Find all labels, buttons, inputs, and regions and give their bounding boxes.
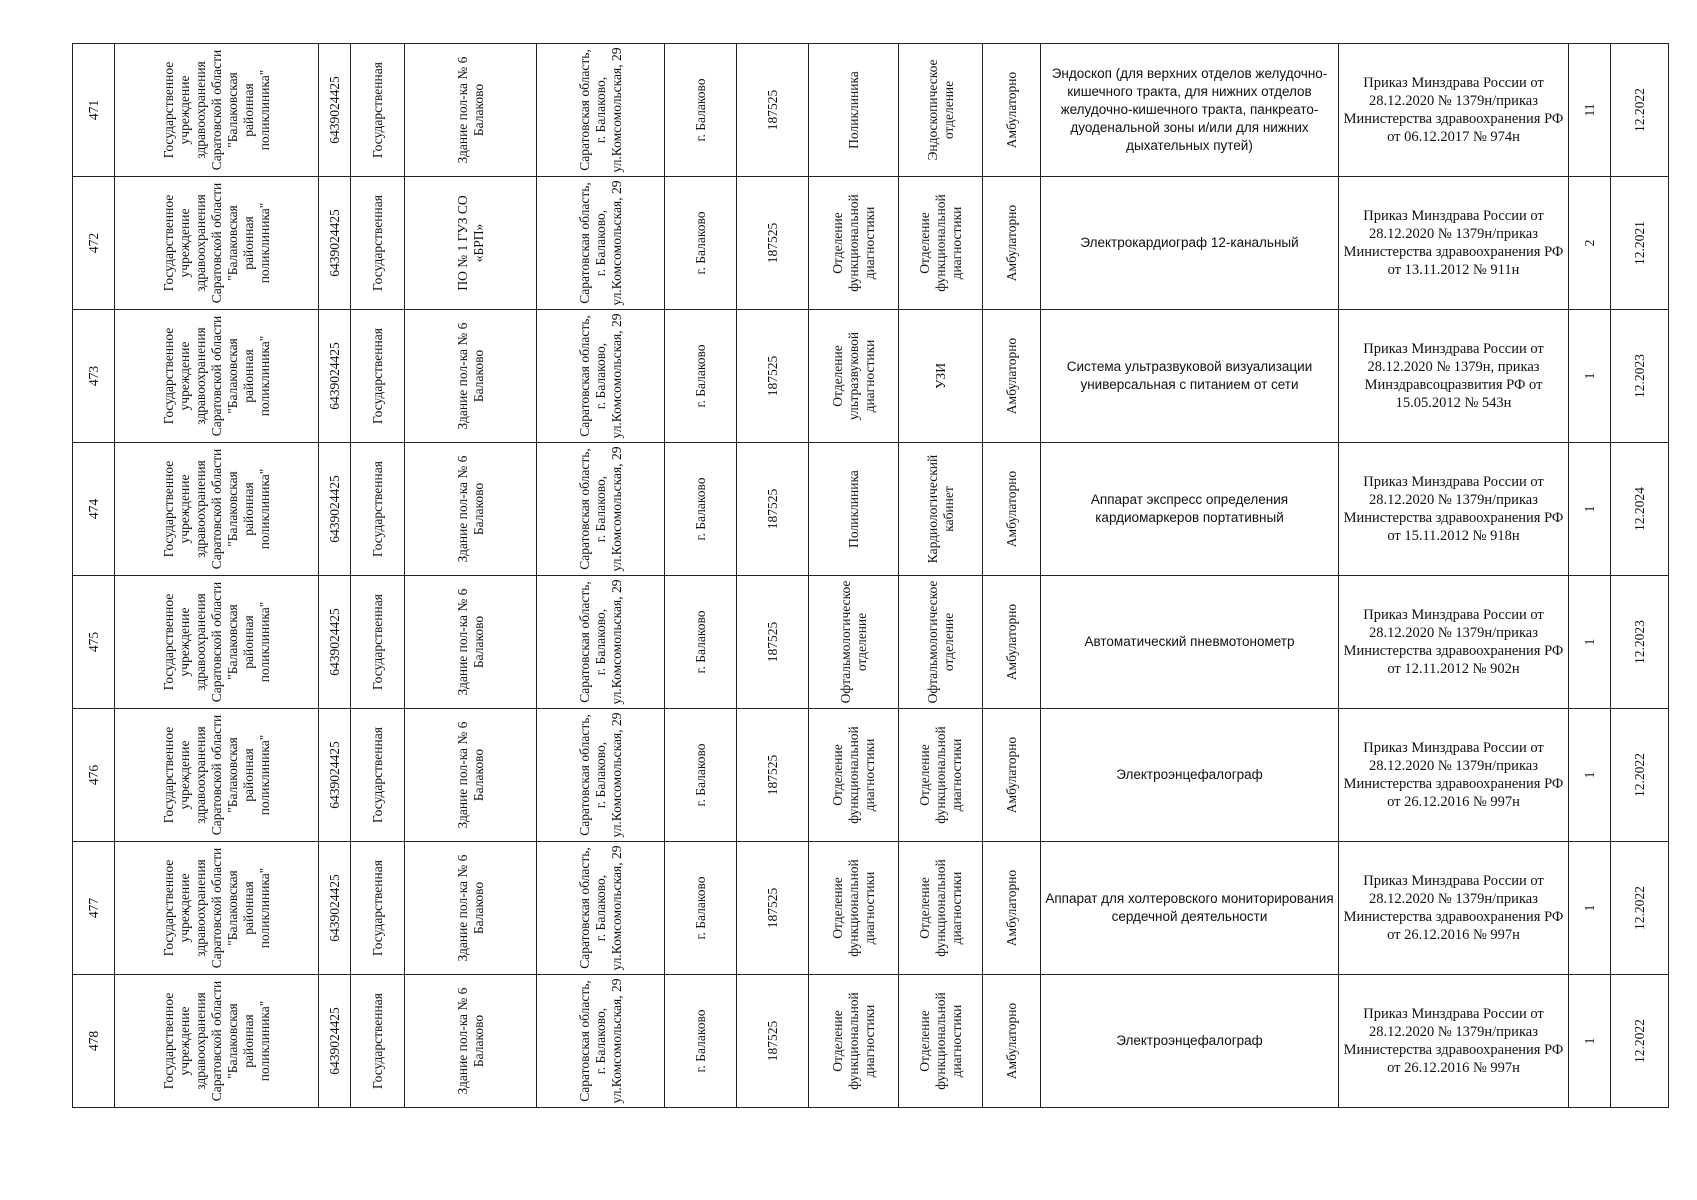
city: г. Балаково — [692, 78, 708, 142]
quantity-cell — [1569, 443, 1611, 576]
regulation-order: Приказ Минздрава России от 28.12.2020 № 1379н/приказ Министерства здравоохранения РФ от 26.12.2016 № 997н — [1339, 975, 1569, 1108]
table-row — [73, 443, 1669, 576]
address: Саратовская область, г. Балаково, ул.Комсомольская, 29 — [576, 446, 624, 572]
city: г. Балаково — [692, 743, 708, 807]
department-name: Кардиологический кабинет — [924, 454, 956, 564]
ownership-type-cell — [351, 842, 405, 975]
regulation-order: Приказ Минздрава России от 28.12.2020 № 1379н/приказ Министерства здравоохранения РФ от 26.12.2016 № 997н — [1339, 842, 1569, 975]
address-cell — [537, 576, 665, 709]
building-name: ПО № 1 ГУЗ СО «БРП» — [454, 195, 486, 291]
due-date-cell — [1611, 576, 1669, 709]
regulation-order: Приказ Минздрава России от 28.12.2020 № 1379н, приказ Минздравсоцразвития РФ от 15.05.2012 № 543н — [1339, 310, 1569, 443]
organization-name: Государственное учреждение здравоохранения Саратовской области "Балаковская районная поликлиника" — [160, 714, 272, 836]
quantity: 1 — [1581, 638, 1597, 646]
address: Саратовская область, г. Балаково, ул.Комсомольская, 29 — [576, 712, 624, 838]
unit-name: Поликлиника — [845, 470, 861, 548]
city-cell — [665, 310, 737, 443]
unit-name-cell — [809, 177, 899, 310]
oktmo-code: 187525 — [764, 621, 780, 663]
department-name: УЗИ — [932, 363, 948, 389]
due-date: 12.2021 — [1631, 221, 1647, 265]
table-row — [73, 709, 1669, 842]
city-cell — [665, 177, 737, 310]
quantity: 1 — [1581, 771, 1597, 779]
quantity: 11 — [1581, 103, 1597, 117]
city: г. Балаково — [692, 211, 708, 275]
inn-code-cell — [319, 44, 351, 177]
table-row — [73, 177, 1669, 310]
building-name: Здание пол-ка № 6 Балаково — [454, 56, 486, 164]
row-number-cell — [73, 310, 115, 443]
address-cell — [537, 709, 665, 842]
address-cell — [537, 44, 665, 177]
quantity: 1 — [1581, 1037, 1597, 1045]
inn-code: 6439024425 — [326, 608, 342, 676]
row-number-cell — [73, 576, 115, 709]
ownership-type-cell — [351, 44, 405, 177]
due-date: 12.2024 — [1631, 487, 1647, 531]
building-name-cell — [405, 443, 537, 576]
ownership-type-cell — [351, 177, 405, 310]
inn-code: 6439024425 — [326, 209, 342, 277]
ownership-type: Государственная — [369, 727, 385, 823]
quantity: 1 — [1581, 505, 1597, 513]
city: г. Балаково — [692, 344, 708, 408]
ownership-type-cell — [351, 443, 405, 576]
organization-name-cell — [115, 709, 319, 842]
quantity-cell — [1569, 177, 1611, 310]
ownership-type: Государственная — [369, 195, 385, 291]
equipment-name: Электроэнцефалограф — [1041, 709, 1339, 842]
care-type-cell — [983, 177, 1041, 310]
organization-name: Государственное учреждение здравоохранения Саратовской области "Балаковская районная поликлиника" — [160, 182, 272, 304]
city-cell — [665, 709, 737, 842]
department-name-cell — [899, 443, 983, 576]
ownership-type: Государственная — [369, 62, 385, 158]
quantity-cell — [1569, 310, 1611, 443]
ownership-type: Государственная — [369, 461, 385, 557]
unit-name: Поликлиника — [845, 71, 861, 149]
unit-name: Отделение функциональной диагностики — [829, 859, 877, 957]
oktmo-code: 187525 — [764, 355, 780, 397]
regulation-order: Приказ Минздрава России от 28.12.2020 № 1379н/приказ Министерства здравоохранения РФ от 13.11.2012 № 911н — [1339, 177, 1569, 310]
due-date-cell — [1611, 975, 1669, 1108]
address-cell — [537, 443, 665, 576]
organization-name: Государственное учреждение здравоохранения Саратовской области "Балаковская районная поликлиника" — [160, 315, 272, 437]
unit-name-cell — [809, 975, 899, 1108]
organization-name-cell — [115, 975, 319, 1108]
row-number: 475 — [85, 631, 101, 653]
row-number: 471 — [85, 99, 101, 121]
oktmo-code-cell — [737, 975, 809, 1108]
inn-code-cell — [319, 310, 351, 443]
row-number-cell — [73, 443, 115, 576]
oktmo-code-cell — [737, 443, 809, 576]
due-date-cell — [1611, 443, 1669, 576]
due-date: 12.2023 — [1631, 620, 1647, 664]
department-name: Эндоскопическое отделение — [924, 59, 956, 161]
table-row — [73, 975, 1669, 1108]
row-number-cell — [73, 709, 115, 842]
department-name-cell — [899, 975, 983, 1108]
table-row — [73, 842, 1669, 975]
due-date-cell — [1611, 44, 1669, 177]
equipment-name: Аппарат экспресс определения кардиомаркеров портативный — [1041, 443, 1339, 576]
quantity-cell — [1569, 709, 1611, 842]
city-cell — [665, 975, 737, 1108]
due-date-cell — [1611, 842, 1669, 975]
due-date-cell — [1611, 177, 1669, 310]
care-type-cell — [983, 842, 1041, 975]
department-name: Офтальмологическое отделение — [924, 580, 956, 704]
department-name-cell — [899, 576, 983, 709]
care-type: Амбулаторно — [1003, 204, 1019, 282]
equipment-name: Эндоскоп (для верхних отделов желудочно- кишечного тракта, для нижних отделов желудочно-кишечного тракта, панкреато-дуоденальной зоны и/или для нижних дыхательных путей) — [1041, 44, 1339, 177]
department-name: Отделение функциональной диагностики — [916, 992, 964, 1090]
equipment-table — [72, 43, 1669, 1108]
address: Саратовская область, г. Балаково, ул.Комсомольская, 29 — [576, 579, 624, 705]
building-name-cell — [405, 177, 537, 310]
due-date: 12.2022 — [1631, 88, 1647, 132]
inn-code-cell — [319, 842, 351, 975]
ownership-type-cell — [351, 709, 405, 842]
oktmo-code: 187525 — [764, 1020, 780, 1062]
city-cell — [665, 842, 737, 975]
quantity-cell — [1569, 975, 1611, 1108]
quantity: 1 — [1581, 372, 1597, 380]
care-type-cell — [983, 44, 1041, 177]
organization-name-cell — [115, 310, 319, 443]
organization-name-cell — [115, 576, 319, 709]
care-type: Амбулаторно — [1003, 1002, 1019, 1080]
equipment-name: Автоматический пневмотонометр — [1041, 576, 1339, 709]
organization-name: Государственное учреждение здравоохранения Саратовской области "Балаковская районная поликлиника" — [160, 980, 272, 1102]
row-number-cell — [73, 44, 115, 177]
row-number: 478 — [85, 1030, 101, 1052]
oktmo-code-cell — [737, 177, 809, 310]
oktmo-code: 187525 — [764, 754, 780, 796]
quantity: 2 — [1581, 239, 1597, 247]
care-type: Амбулаторно — [1003, 71, 1019, 149]
ownership-type: Государственная — [369, 328, 385, 424]
address: Саратовская область, г. Балаково, ул.Комсомольская, 29 — [576, 47, 624, 173]
row-number: 477 — [85, 897, 101, 919]
quantity-cell — [1569, 576, 1611, 709]
building-name-cell — [405, 709, 537, 842]
department-name: Отделение функциональной диагностики — [916, 194, 964, 292]
address-cell — [537, 975, 665, 1108]
due-date: 12.2022 — [1631, 886, 1647, 930]
row-number: 474 — [85, 498, 101, 520]
unit-name: Отделение функциональной диагностики — [829, 726, 877, 824]
care-type-cell — [983, 709, 1041, 842]
oktmo-code-cell — [737, 709, 809, 842]
regulation-order: Приказ Минздрава России от 28.12.2020 № 1379н/приказ Министерства здравоохранения РФ от 12.11.2012 № 902н — [1339, 576, 1569, 709]
care-type-cell — [983, 443, 1041, 576]
oktmo-code: 187525 — [764, 89, 780, 131]
ownership-type: Государственная — [369, 993, 385, 1089]
building-name-cell — [405, 975, 537, 1108]
address-cell — [537, 842, 665, 975]
city-cell — [665, 44, 737, 177]
regulation-order: Приказ Минздрава России от 28.12.2020 № 1379н/приказ Министерства здравоохранения РФ от 26.12.2016 № 997н — [1339, 709, 1569, 842]
building-name-cell — [405, 842, 537, 975]
inn-code-cell — [319, 576, 351, 709]
department-name: Отделение функциональной диагностики — [916, 726, 964, 824]
unit-name-cell — [809, 576, 899, 709]
unit-name-cell — [809, 709, 899, 842]
regulation-order: Приказ Минздрава России от 28.12.2020 № 1379н/приказ Министерства здравоохранения РФ от 06.12.2017 № 974н — [1339, 44, 1569, 177]
row-number: 472 — [85, 232, 101, 254]
row-number-cell — [73, 177, 115, 310]
unit-name: Офтальмологическое отделение — [837, 580, 869, 704]
department-name-cell — [899, 310, 983, 443]
equipment-name: Аппарат для холтеровского мониторирования сердечной деятельности — [1041, 842, 1339, 975]
department-name-cell — [899, 709, 983, 842]
building-name: Здание пол-ка № 6 Балаково — [454, 854, 486, 962]
row-number: 476 — [85, 764, 101, 786]
building-name-cell — [405, 576, 537, 709]
building-name-cell — [405, 44, 537, 177]
care-type-cell — [983, 576, 1041, 709]
address: Саратовская область, г. Балаково, ул.Комсомольская, 29 — [576, 313, 624, 439]
inn-code: 6439024425 — [326, 1007, 342, 1075]
unit-name-cell — [809, 310, 899, 443]
oktmo-code-cell — [737, 44, 809, 177]
department-name-cell — [899, 842, 983, 975]
address: Саратовская область, г. Балаково, ул.Комсомольская, 29 — [576, 180, 624, 306]
building-name-cell — [405, 310, 537, 443]
inn-code: 6439024425 — [326, 874, 342, 942]
building-name: Здание пол-ка № 6 Балаково — [454, 987, 486, 1095]
oktmo-code: 187525 — [764, 488, 780, 530]
table-row — [73, 310, 1669, 443]
unit-name-cell — [809, 842, 899, 975]
care-type: Амбулаторно — [1003, 470, 1019, 548]
unit-name: Отделение функциональной диагностики — [829, 992, 877, 1090]
inn-code: 6439024425 — [326, 475, 342, 543]
unit-name: Отделение функциональной диагностики — [829, 194, 877, 292]
organization-name: Государственное учреждение здравоохранения Саратовской области "Балаковская районная поликлиника" — [160, 847, 272, 969]
oktmo-code-cell — [737, 310, 809, 443]
city-cell — [665, 576, 737, 709]
care-type-cell — [983, 310, 1041, 443]
due-date-cell — [1611, 709, 1669, 842]
equipment-name: Электроэнцефалограф — [1041, 975, 1339, 1108]
care-type: Амбулаторно — [1003, 603, 1019, 681]
department-name: Отделение функциональной диагностики — [916, 859, 964, 957]
building-name: Здание пол-ка № 6 Балаково — [454, 455, 486, 563]
building-name: Здание пол-ка № 6 Балаково — [454, 322, 486, 430]
care-type: Амбулаторно — [1003, 337, 1019, 415]
unit-name-cell — [809, 44, 899, 177]
ownership-type-cell — [351, 576, 405, 709]
table-row — [73, 44, 1669, 177]
care-type-cell — [983, 975, 1041, 1108]
city: г. Балаково — [692, 477, 708, 541]
inn-code-cell — [319, 443, 351, 576]
organization-name-cell — [115, 44, 319, 177]
care-type: Амбулаторно — [1003, 736, 1019, 814]
organization-name-cell — [115, 842, 319, 975]
organization-name: Государственное учреждение здравоохранения Саратовской области "Балаковская районная поликлиника" — [160, 581, 272, 703]
equipment-name: Система ультразвуковой визуализации универсальная с питанием от сети — [1041, 310, 1339, 443]
city: г. Балаково — [692, 876, 708, 940]
table-body — [73, 44, 1669, 1108]
oktmo-code-cell — [737, 842, 809, 975]
city-cell — [665, 443, 737, 576]
inn-code-cell — [319, 975, 351, 1108]
ownership-type: Государственная — [369, 860, 385, 956]
equipment-name: Электрокардиограф 12-канальный — [1041, 177, 1339, 310]
building-name: Здание пол-ка № 6 Балаково — [454, 721, 486, 829]
quantity-cell — [1569, 842, 1611, 975]
address-cell — [537, 310, 665, 443]
row-number-cell — [73, 975, 115, 1108]
building-name: Здание пол-ка № 6 Балаково — [454, 588, 486, 696]
inn-code: 6439024425 — [326, 741, 342, 809]
row-number: 473 — [85, 365, 101, 387]
ownership-type: Государственная — [369, 594, 385, 690]
inn-code-cell — [319, 709, 351, 842]
row-number-cell — [73, 842, 115, 975]
table-row — [73, 576, 1669, 709]
unit-name-cell — [809, 443, 899, 576]
organization-name: Государственное учреждение здравоохранения Саратовской области "Балаковская районная поликлиника" — [160, 49, 272, 171]
due-date: 12.2022 — [1631, 1019, 1647, 1063]
due-date-cell — [1611, 310, 1669, 443]
ownership-type-cell — [351, 975, 405, 1108]
organization-name-cell — [115, 443, 319, 576]
oktmo-code: 187525 — [764, 887, 780, 929]
unit-name: Отделение ультразвуковой диагностики — [829, 331, 877, 421]
address: Саратовская область, г. Балаково, ул.Комсомольская, 29 — [576, 845, 624, 971]
regulation-order: Приказ Минздрава России от 28.12.2020 № 1379н/приказ Министерства здравоохранения РФ от 15.11.2012 № 918н — [1339, 443, 1569, 576]
department-name-cell — [899, 177, 983, 310]
ownership-type-cell — [351, 310, 405, 443]
oktmo-code: 187525 — [764, 222, 780, 264]
city: г. Балаково — [692, 1009, 708, 1073]
department-name-cell — [899, 44, 983, 177]
due-date: 12.2022 — [1631, 753, 1647, 797]
organization-name: Государственное учреждение здравоохранения Саратовской области "Балаковская районная поликлиника" — [160, 448, 272, 570]
organization-name-cell — [115, 177, 319, 310]
care-type: Амбулаторно — [1003, 869, 1019, 947]
address-cell — [537, 177, 665, 310]
due-date: 12.2023 — [1631, 354, 1647, 398]
quantity: 1 — [1581, 904, 1597, 912]
inn-code: 6439024425 — [326, 76, 342, 144]
address: Саратовская область, г. Балаково, ул.Комсомольская, 29 — [576, 978, 624, 1104]
inn-code-cell — [319, 177, 351, 310]
inn-code: 6439024425 — [326, 342, 342, 410]
city: г. Балаково — [692, 610, 708, 674]
oktmo-code-cell — [737, 576, 809, 709]
quantity-cell — [1569, 44, 1611, 177]
